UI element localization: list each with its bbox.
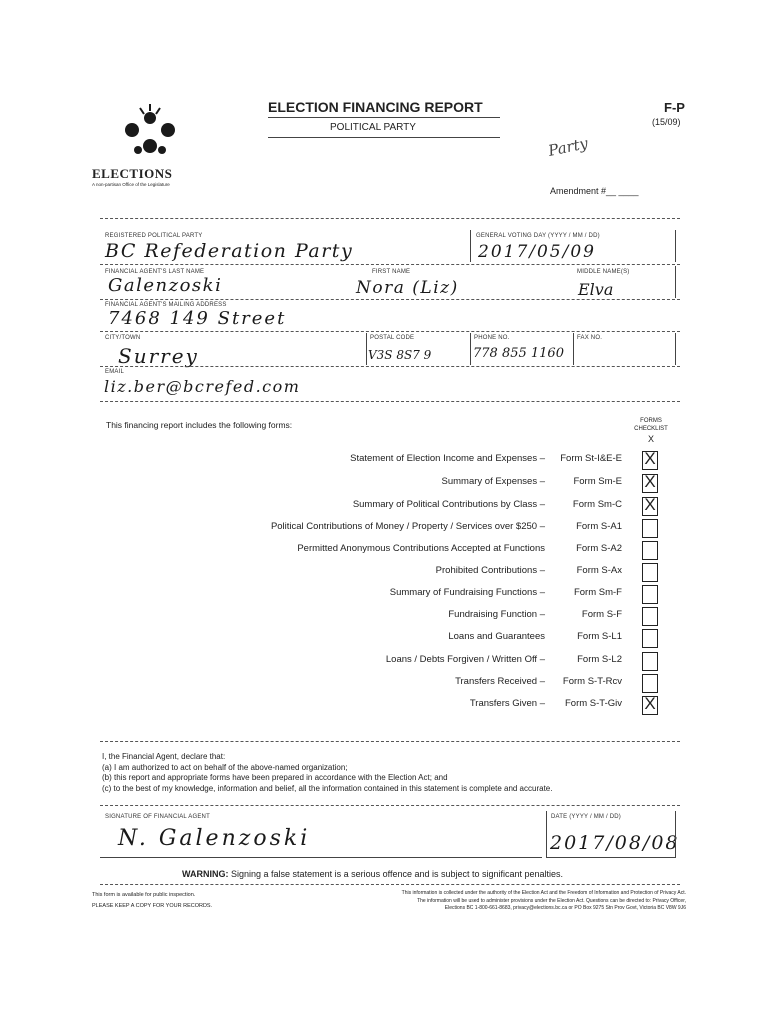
row2-right-border [675, 266, 676, 298]
checklist-header-line2: CHECKLIST [634, 426, 668, 432]
checklist-checkbox[interactable] [642, 451, 658, 470]
fax-label: FAX NO. [577, 335, 603, 341]
declaration-item-c: (c) to the best of my knowledge, information and belief, all the information contained in this statement is complete and accurate. [102, 783, 553, 793]
checklist-row-form: Form S-L2 [577, 654, 622, 665]
footer-right [262, 890, 686, 913]
phone-divider [470, 333, 471, 365]
row3-bottom [100, 331, 680, 332]
checkbox-mark: X [644, 495, 656, 514]
phone-label: PHONE NO. [474, 335, 510, 341]
date-line [546, 857, 676, 858]
checklist-row-form: Form S-A1 [576, 521, 622, 532]
agent-last-value: Galenzoski [108, 275, 223, 296]
date-left-border [546, 811, 547, 858]
checklist-row [100, 585, 660, 605]
checkbox-mark: X [644, 449, 656, 468]
checklist-row [100, 451, 660, 471]
checklist-row-form: Form S-L1 [577, 631, 622, 642]
checklist-row-desc: Loans and Guarantees [448, 631, 545, 642]
checklist-row-form: Form Sm-E [573, 476, 622, 487]
checklist-checkbox[interactable] [642, 607, 658, 626]
voting-day-label: GENERAL VOTING DAY (YYYY / MM / DD) [476, 233, 600, 239]
declaration-bottom [100, 805, 680, 806]
logo-text: ELECTIONS [92, 166, 173, 181]
warning-bottom [100, 884, 680, 885]
checklist-intro: This financing report includes the following forms: [106, 420, 293, 430]
checklist-row-form: Form S-T-Rcv [562, 676, 622, 687]
voting-day-value: 2017/05/09 [478, 242, 596, 262]
signature-line [100, 857, 542, 858]
form-date: (15/09) [652, 117, 681, 127]
checklist-row-form: Form St-I&E-E [560, 453, 622, 464]
handwritten-party-note: Party [546, 134, 590, 160]
checklist-row-desc: Transfers Received – [455, 676, 545, 687]
postal-label: POSTAL CODE [370, 335, 415, 341]
declaration-item-b: (b) this report and appropriate forms have been prepared in accordance with the Election Act; and [102, 773, 448, 782]
address-label: FINANCIAL AGENT'S MAILING ADDRESS [105, 302, 227, 308]
city-value: Surrey [118, 344, 199, 368]
checklist-row [100, 674, 660, 694]
checklist-row-desc: Permitted Anonymous Contributions Accepted at Functions [297, 543, 545, 554]
checklist-row-desc: Summary of Expenses – [441, 476, 545, 487]
checklist-row-desc: Fundraising Function – [448, 609, 545, 620]
checklist-row [100, 497, 660, 517]
email-value: liz.ber@bcrefed.com [104, 377, 301, 396]
checkbox-mark: X [644, 472, 656, 491]
amendment-label: Amendment #__ ____ [550, 186, 639, 196]
middle-name-label: MIDDLE NAME(S) [577, 269, 630, 275]
row5-bottom [100, 401, 680, 402]
checklist-row-form: Form Sm-F [573, 587, 622, 598]
declaration-intro: I, the Financial Agent, declare that: [102, 752, 226, 761]
checklist-checkbox[interactable] [642, 497, 658, 516]
middle-name-value: Elva [578, 280, 614, 299]
page-title: ELECTION FINANCING REPORT [268, 99, 483, 115]
elections-logo [110, 100, 190, 166]
checklist-checkbox[interactable] [642, 541, 658, 560]
fax-divider [573, 333, 574, 365]
checklist-row-form: Form S-Ax [576, 565, 622, 576]
checklist-row-desc: Summary of Fundraising Functions – [389, 587, 545, 598]
party-value: BC Refederation Party [105, 240, 354, 262]
warning-message: Signing a false statement is a serious offence and is subject to significant penalties. [231, 869, 564, 879]
checklist-bottom [100, 741, 680, 742]
checklist-checkbox[interactable] [642, 629, 658, 648]
row4-bottom [100, 366, 680, 367]
footer-privacy-2: The information will be used to administer provisions under the Election Act. Questions can be directed to: Privacy Officer, [417, 897, 686, 904]
checklist-row-form: Form Sm-C [572, 499, 622, 510]
checklist-row-desc: Transfers Given – [469, 698, 545, 709]
checklist-header-line3: X [647, 434, 654, 444]
logo-subtext: A non-partisan Office of the Legislature [92, 182, 170, 187]
email-label: EMAIL [105, 369, 125, 375]
checklist-row-desc: Loans / Debts Forgiven / Written Off – [385, 654, 545, 665]
postal-divider [366, 333, 367, 365]
checklist-row-desc: Statement of Election Income and Expenses – [350, 453, 545, 464]
postal-value: V3S 8S7 9 [368, 348, 432, 362]
agent-last-label: FINANCIAL AGENT'S LAST NAME [105, 269, 205, 275]
first-name-label: FIRST NAME [372, 269, 411, 275]
checklist-row-form: Form S-F [581, 609, 622, 620]
phone-value: 778 855 1160 [473, 346, 564, 361]
checklist-row-form: Form S-T-Giv [565, 698, 622, 709]
form-code: F-P [664, 100, 685, 115]
checklist-row [100, 474, 660, 494]
date-label: DATE (YYYY / MM / DD) [551, 814, 621, 820]
city-label: CITY/TOWN [105, 335, 141, 341]
declaration-block [102, 752, 552, 794]
footer-privacy-1: This information is collected under the authority of the Election Act and the Freedom of Information and Protection of Privacy Act. [401, 890, 686, 896]
checklist-checkbox[interactable] [642, 674, 658, 693]
checklist-row [100, 563, 660, 583]
warning-label: WARNING: [182, 869, 229, 879]
checklist-checkbox[interactable] [642, 696, 658, 715]
footer-public-inspection: This form is available for public inspection. [92, 892, 196, 898]
party-label: REGISTERED POLITICAL PARTY [105, 233, 203, 239]
checklist-row [100, 652, 660, 672]
checklist-row [100, 519, 660, 539]
checklist-row-desc: Political Contributions of Money / Property / Services over $250 – [270, 521, 545, 532]
row4-right-border [675, 333, 676, 365]
title-underline [268, 117, 500, 118]
checklist-row [100, 541, 660, 561]
top-border [100, 218, 680, 219]
checklist-row [100, 607, 660, 627]
date-right-border [675, 811, 676, 858]
voting-day-divider [470, 230, 471, 262]
checklist-checkbox[interactable] [642, 652, 658, 671]
checklist-checkbox[interactable] [642, 474, 658, 493]
signature-label: SIGNATURE OF FINANCIAL AGENT [105, 814, 210, 820]
checklist-row-desc: Summary of Political Contributions by Class – [352, 499, 545, 510]
row2-bottom [100, 299, 680, 300]
signature-value: N. Galenzoski [118, 826, 311, 851]
warning-text [182, 869, 563, 879]
row1-bottom [100, 264, 680, 265]
checklist-checkbox[interactable] [642, 519, 658, 538]
address-value: 7468 149 Street [108, 308, 287, 329]
checkbox-mark: X [644, 694, 656, 713]
footer-privacy-3: Elections BC 1-800-661-8683, privacy@elections.bc.ca or PO Box 9275 Stn Prov Govt, Victoria BC V8W 9J6 [444, 905, 686, 911]
first-name-value: Nora (Liz) [356, 278, 459, 298]
checklist-header-line1: FORMS [640, 418, 662, 424]
checklist-row-form: Form S-A2 [576, 543, 622, 554]
footer-left [92, 890, 212, 912]
subtitle-underline [268, 137, 500, 138]
checklist-checkbox[interactable] [642, 585, 658, 604]
checklist-checkbox[interactable] [642, 563, 658, 582]
declaration-item-a: (a) I am authorized to act on behalf of the above-named organization; [102, 762, 348, 772]
page-subtitle: POLITICAL PARTY [330, 122, 416, 133]
checklist-row-desc: Prohibited Contributions – [435, 565, 545, 576]
date-value: 2017/08/08 [550, 832, 680, 854]
checklist-row [100, 696, 660, 716]
checklist-row [100, 629, 660, 649]
row1-right-border [675, 230, 676, 262]
checklist-header [626, 417, 676, 443]
footer-keep-copy: PLEASE KEEP A COPY FOR YOUR RECORDS. [92, 903, 213, 909]
elections-logo-icon [110, 100, 190, 166]
